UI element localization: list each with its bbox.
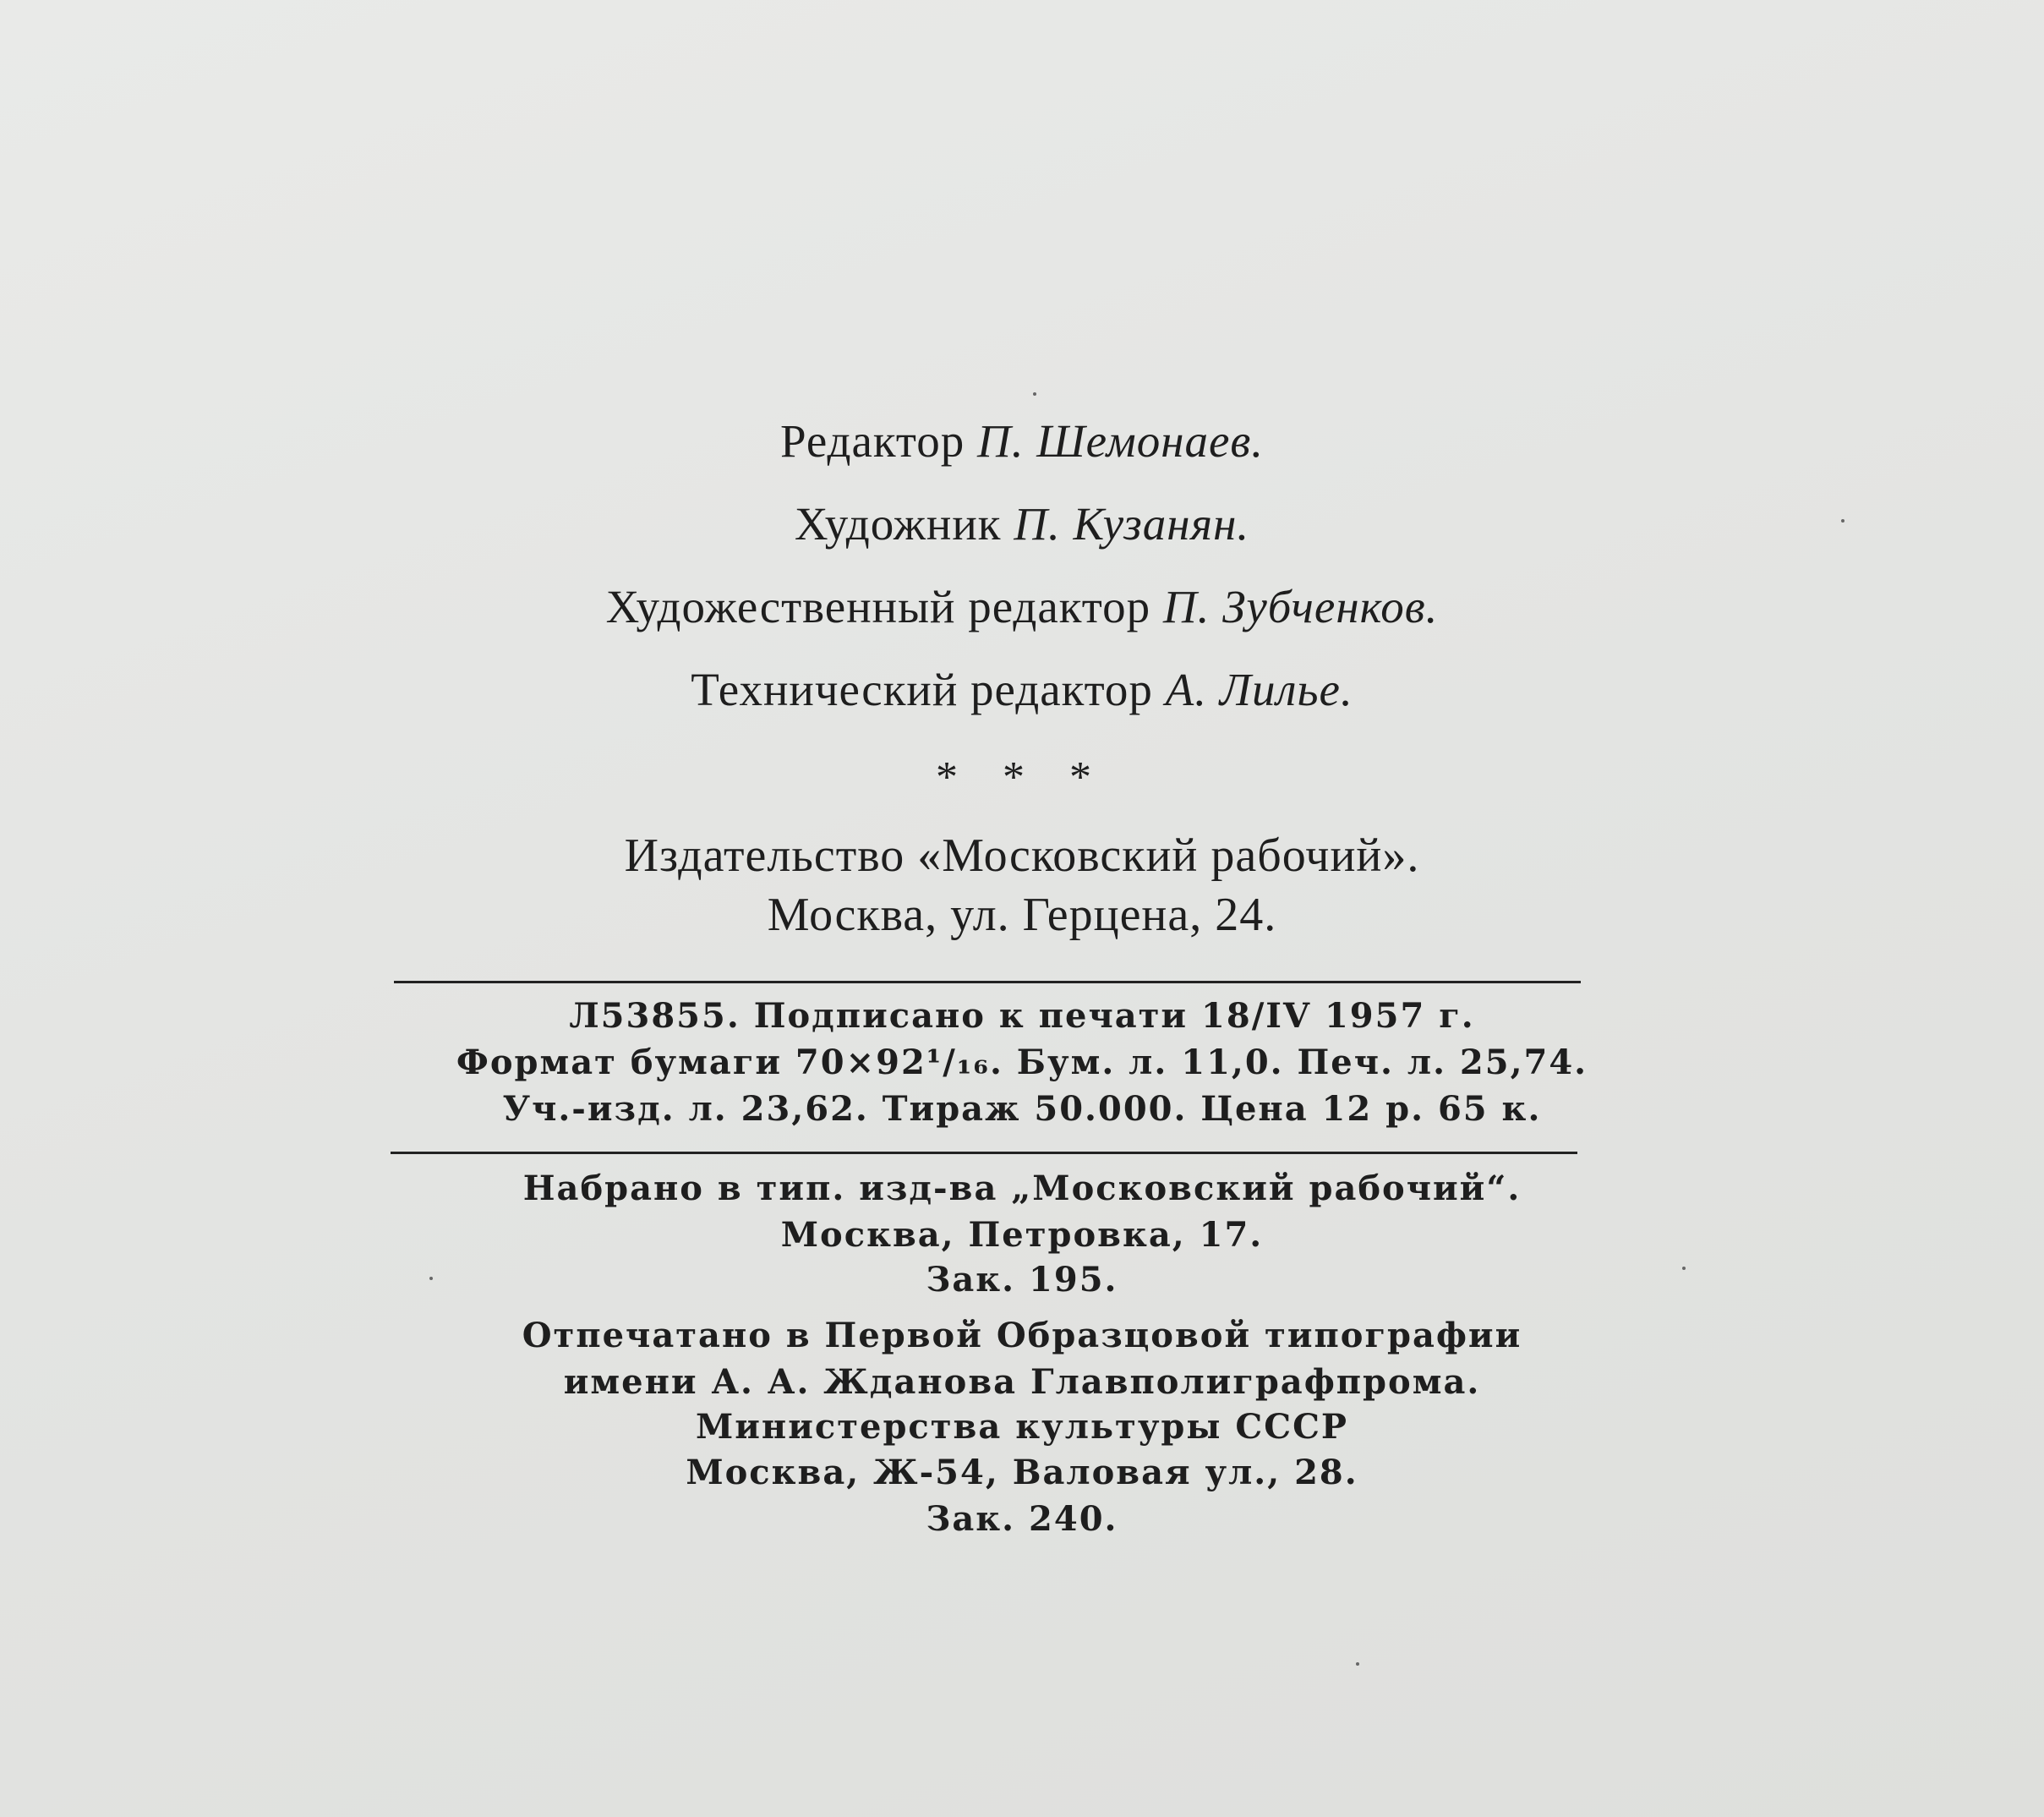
typeset-line: Москва, Петровка, 17.	[780, 1215, 1264, 1255]
print-info-line: Л53855. Подписано к печати 18/IV 1957 г.	[569, 996, 1475, 1036]
credit-tech-editor	[0, 663, 2044, 716]
print-info-line: Уч.-изд. л. 23,62. Тираж 50.000. Цена 12 р. 65 к.	[502, 1089, 1542, 1129]
credit-person: А. Лилье.	[1165, 664, 1353, 715]
printed-line: Отпечатано в Первой Образцовой типографии	[522, 1316, 1522, 1355]
credit-role: Технический редактор	[691, 664, 1153, 715]
publisher-address: Москва, ул. Герцена, 24.	[767, 889, 1277, 941]
paper-speck	[429, 1277, 433, 1280]
paper-speck	[1033, 392, 1036, 396]
printed-line: Министерства культуры СССР	[695, 1407, 1349, 1447]
credit-artist	[0, 497, 2044, 550]
typeset-line: Зак. 195.	[926, 1260, 1118, 1300]
printed-line: Москва, Ж-54, Валовая ул., 28.	[686, 1453, 1358, 1492]
paper-speck	[1682, 1267, 1686, 1270]
credit-role: Художественный редактор	[605, 581, 1151, 632]
printed-line: имени А. А. Жданова Главполиграфпрома.	[563, 1362, 1481, 1402]
credit-role: Художник	[794, 498, 1002, 550]
credit-art-editor	[0, 580, 2044, 633]
rule-top	[394, 981, 1581, 983]
printed-line: Зак. 240.	[926, 1499, 1118, 1539]
publisher-name: Издательство «Московский рабочий».	[624, 829, 1420, 882]
print-info-line: Формат бумаги 70×92¹/₁₆. Бум. л. 11,0. Печ. л. 25,74.	[456, 1043, 1588, 1082]
credit-role: Редактор	[779, 415, 965, 467]
credit-editor	[0, 414, 2044, 468]
credit-person: П. Зубченков.	[1162, 581, 1439, 632]
rule-bottom	[391, 1152, 1577, 1154]
credit-person: П. Кузанян.	[1014, 498, 1250, 550]
asterism-separator: * * *	[936, 753, 1108, 802]
typeset-line: Набрано в тип. изд-ва „Московский рабочий“.	[522, 1168, 1522, 1208]
credit-person: П. Шемонаев.	[976, 415, 1265, 467]
paper-speck	[1356, 1662, 1359, 1666]
paper-speck	[1841, 519, 1845, 523]
